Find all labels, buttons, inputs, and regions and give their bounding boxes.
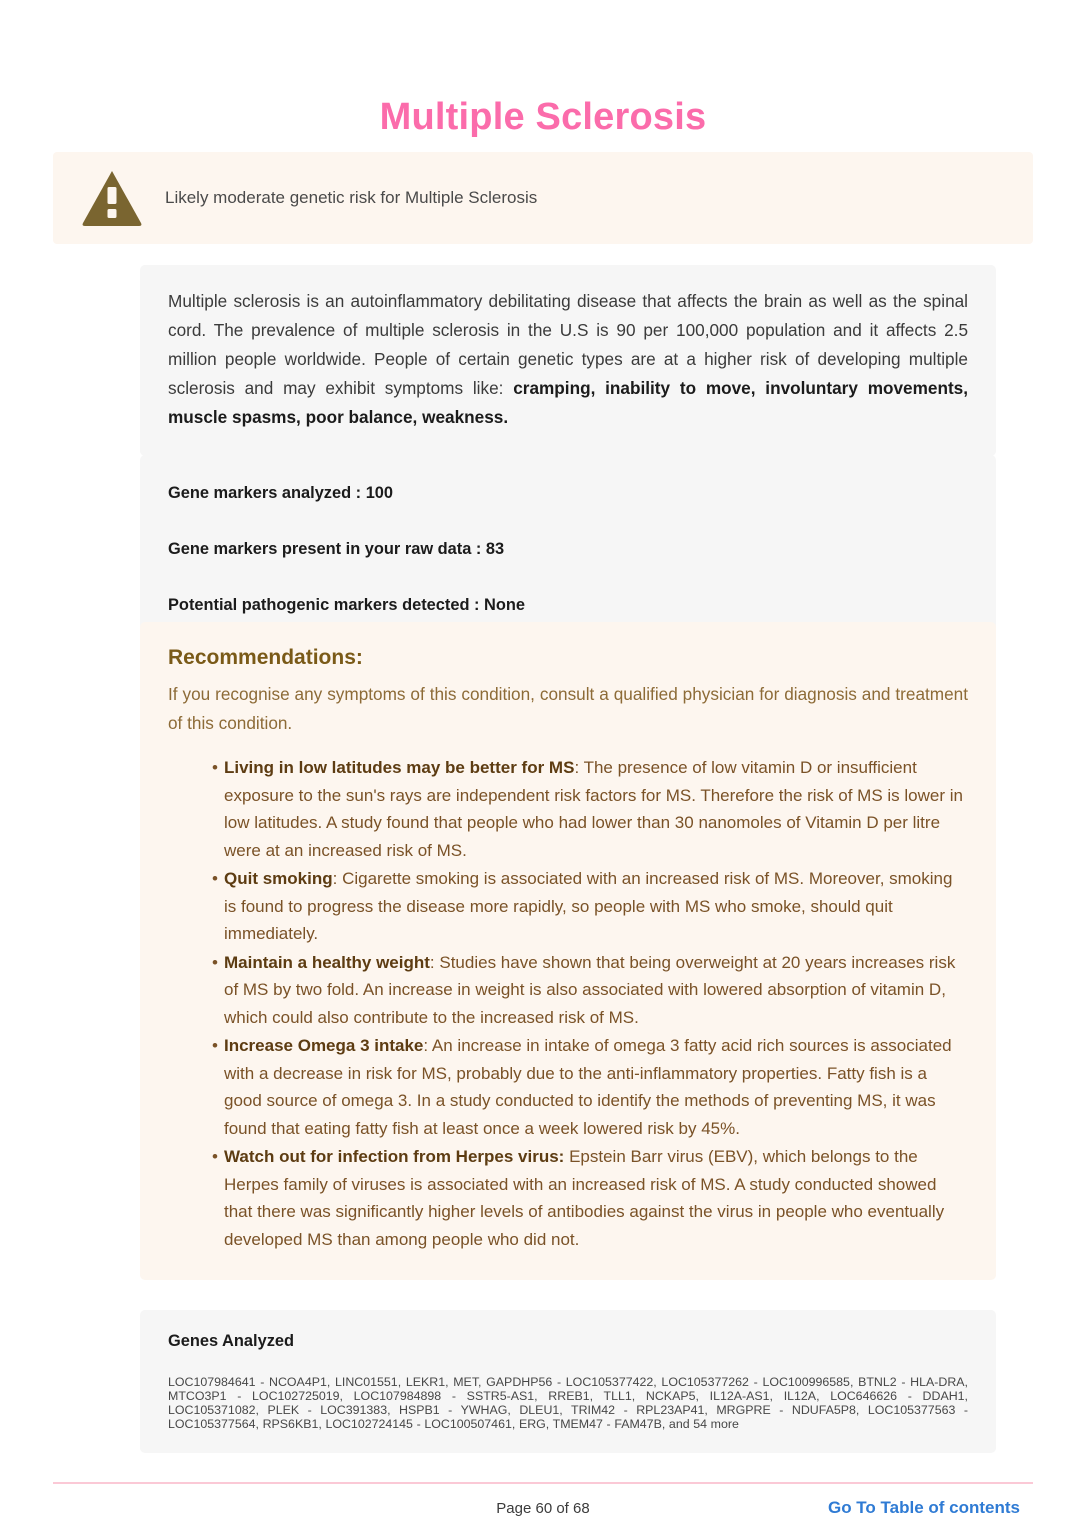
recommendation-body: : The presence of low vitamin D or insufficient exposure to the sun's rays are independent risk factors for MS. Therefore the risk of MS is lower in low latitudes. A study found that people who had lower than 30 nanomoles of Vitamin D per litre were at an increased risk of MS. — [224, 758, 963, 860]
recommendation-title: Maintain a healthy weight — [224, 952, 430, 972]
list-item — [168, 1032, 968, 1142]
recommendations-heading: Recommendations: — [168, 646, 363, 669]
list-item — [168, 754, 968, 864]
risk-alert-text: Likely moderate genetic risk for Multiple Sclerosis — [165, 188, 538, 207]
description-normal-text: Multiple sclerosis is an autoinflammatory debilitating disease that affects the brain as well as the spinal cord. The prevalence of multiple sclerosis in the U.S is 90 per 100,000 population and it affects 2.5 million people worldwide. People of certain genetic types are at a higher risk of developing multiple sclerosis and may exhibit symptoms like: — [168, 291, 968, 398]
recommendation-title: Quit smoking — [224, 869, 333, 888]
marker-analyzed-count: Gene markers analyzed : 100 — [168, 484, 394, 502]
page-number: Page 60 of 68 — [496, 1500, 590, 1517]
page-title: Multiple Sclerosis — [379, 96, 707, 138]
condition-description-card — [140, 265, 996, 456]
list-item — [168, 865, 968, 948]
bullet-icon: • — [212, 952, 218, 972]
description-symptoms-text: cramping, inability to move, involuntary movements, muscle spasms, poor balance, weakness. — [168, 378, 968, 427]
recommendation-body: Epstein Barr virus (EBV), which belongs to the Herpes family of viruses is associated with an increased risk of MS. A study conducted showed that there was significantly higher levels of antibodies against the virus in people who eventually developed MS than among people who did not. — [224, 1147, 945, 1249]
recommendation-title: Living in low latitudes may be better for MS — [224, 758, 575, 777]
recommendations-card — [140, 622, 996, 1280]
marker-pathogenic-count: Potential pathogenic markers detected : None — [168, 596, 526, 614]
bullet-icon: • — [212, 758, 218, 777]
bullet-icon: • — [212, 869, 218, 888]
genes-analyzed-heading: Genes Analyzed — [168, 1332, 295, 1350]
recommendation-title: Watch out for infection from Herpes virus: — [224, 1147, 565, 1166]
marker-present-count: Gene markers present in your raw data : 83 — [168, 540, 505, 558]
list-item — [168, 1143, 968, 1253]
recommendation-body: : Studies have shown that being overweight at 20 years increases risk of MS by two fold. An increase in weight is also associated with lowered absorption of vitamin D, which could also contribute to the increased risk of MS. — [224, 952, 956, 1027]
condition-description-text — [168, 287, 968, 432]
gene-markers-card — [140, 455, 996, 647]
footer-divider — [53, 1482, 1033, 1484]
recommendations-list — [168, 754, 968, 1253]
recommendation-body: : Cigarette smoking is associated with an increased risk of MS. Moreover, smoking is found to progress the disease more rapidly, so people with MS who smoke, should quit immediately. — [224, 869, 953, 943]
genes-analyzed-card — [140, 1310, 996, 1453]
warning-triangle-icon — [81, 169, 143, 227]
recommendations-intro: If you recognise any symptoms of this condition, consult a qualified physician for diagnosis and treatment of this condition. — [168, 684, 968, 733]
list-item — [168, 949, 968, 1032]
go-to-table-of-contents-link[interactable]: Go To Table of contents — [827, 1498, 1020, 1517]
risk-alert-banner — [53, 152, 1033, 244]
recommendation-title: Increase Omega 3 intake — [224, 1036, 424, 1055]
bullet-icon: • — [212, 1147, 218, 1166]
recommendation-body: : An increase in intake of omega 3 fatty acid rich sources is associated with a decrease in risk for MS, probably due to the anti-inflammatory properties. Fatty fish is a good source of omega 3. In a study conducted to identify the methods of preventing MS, it was found that eating fatty fish at least once a week lowered risk by 45%. — [224, 1036, 952, 1138]
genes-analyzed-list: LOC107984641 - NCOA4P1, LINC01551, LEKR1, MET, GAPDHP56 - LOC105377422, LOC105377262 - LOC100996585, BTNL2 - HLA-DRA, MTCO3P1 - LOC102725019, LOC107984898 - SSTR5-AS1, RREB1, TLL1, NCKAP5, IL12A-AS1, IL12A, LOC646626 - DDAH1, LOC105371082, PLEK - LOC391383, HSPB1 - YWHAG, DLEU1, TRIM42 - RPL23AP41, MRGPRE - NDUFA5P8, LOC105377563 - LOC105377564, RPS6KB1, LOC102724145 - LOC100507461, ERG, TMEM47 - FAM47B, and 54 more — [168, 1375, 968, 1431]
bullet-icon: • — [212, 1036, 218, 1055]
